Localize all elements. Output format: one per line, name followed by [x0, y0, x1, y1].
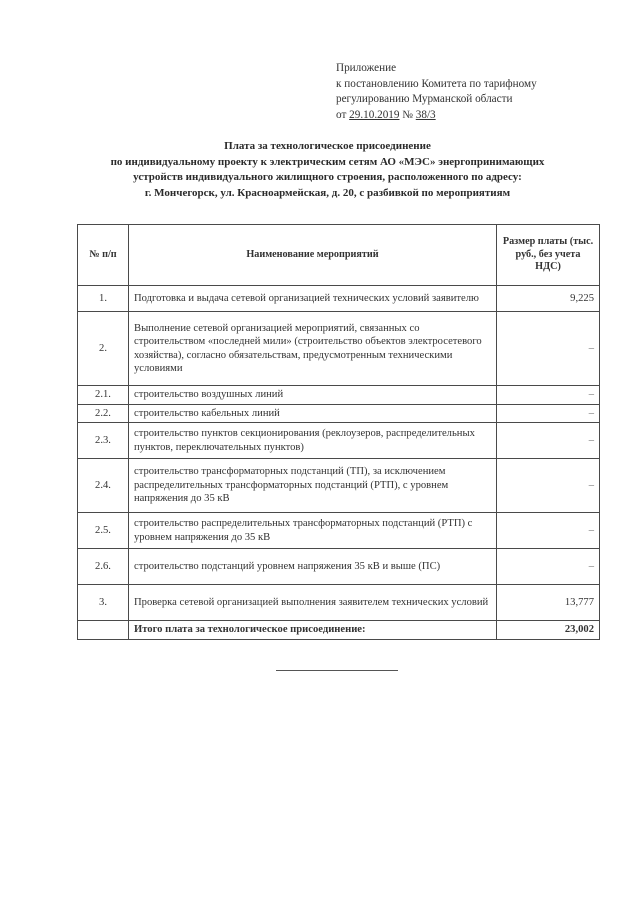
row-num: 2.4. [78, 459, 129, 513]
row-num: 2.1. [78, 386, 129, 405]
table-row [78, 513, 600, 549]
table-row [78, 286, 600, 312]
appendix-block [336, 61, 537, 123]
row-name: строительство пунктов секционирования (реклоузеров, распределительных пунктов, переключательных пунктов) [129, 423, 497, 459]
total-fee: 23,002 [497, 621, 600, 640]
row-fee: – [497, 423, 600, 459]
appendix-committee: регулированию Мурманской области [336, 93, 513, 105]
document-title [40, 139, 615, 201]
row-num: 2.6. [78, 549, 129, 585]
total-row [78, 621, 600, 640]
table-row [78, 386, 600, 405]
row-fee: – [497, 386, 600, 405]
number-sign: № [402, 108, 413, 121]
row-num: 3. [78, 585, 129, 621]
row-num: 2.5. [78, 513, 129, 549]
date-prefix: от [336, 108, 347, 121]
total-label: Итого плата за технологическое присоединение: [129, 621, 497, 640]
title-line-3: устройств индивидуального жилищного строения, расположенного по адресу: [133, 171, 522, 184]
fee-table [77, 224, 600, 640]
row-name: строительство трансформаторных подстанций (ТП), за исключением распределительных трансформаторных подстанций (РТП), с уровнем напряжения до 35 кВ [129, 459, 497, 513]
resolution-date: 29.10.2019 [349, 108, 400, 121]
title-line-1: Плата за технологическое присоединение [224, 140, 431, 152]
header-fee: Размер платы (тыс. руб., без учета НДС) [497, 225, 600, 286]
table-row [78, 585, 600, 621]
resolution-number: 38/3 [415, 108, 436, 121]
row-fee: 13,777 [497, 585, 600, 621]
closing-divider [276, 670, 398, 671]
table-row [78, 549, 600, 585]
table-row [78, 404, 600, 423]
row-num: 2. [78, 312, 129, 386]
row-fee: – [497, 459, 600, 513]
row-name: Проверка сетевой организацией выполнения заявителем технических условий [129, 585, 497, 621]
table-row [78, 312, 600, 386]
title-line-2: по индивидуальному проекту к электрическим сетям АО «МЭС» энергопринимающих [110, 155, 545, 168]
table-header-row [78, 225, 600, 286]
header-name: Наименование мероприятий [129, 225, 497, 286]
row-name: строительство распределительных трансформаторных подстанций (РТП) с уровнем напряжения до 35 кВ [129, 513, 497, 549]
row-name: строительство кабельных линий [129, 404, 497, 423]
appendix-date-line [336, 108, 537, 124]
appendix-resolution: к постановлению Комитета по тарифному [336, 77, 537, 90]
row-fee: – [497, 312, 600, 386]
row-name: строительство воздушных линий [129, 386, 497, 405]
row-name: Подготовка и выдача сетевой организацией технических условий заявителю [129, 286, 497, 312]
row-fee: – [497, 404, 600, 423]
row-name: строительство подстанций уровнем напряжения 35 кВ и выше (ПС) [129, 549, 497, 585]
row-num: 2.2. [78, 404, 129, 423]
header-num: № п/п [78, 225, 129, 286]
row-num: 2.3. [78, 423, 129, 459]
row-fee: – [497, 513, 600, 549]
row-num: 1. [78, 286, 129, 312]
total-num [78, 621, 129, 640]
title-line-4: г. Мончегорск, ул. Красноармейская, д. 20, с разбивкой по мероприятиям [144, 186, 511, 199]
row-fee: 9,225 [497, 286, 600, 312]
appendix-title: Приложение [336, 62, 397, 74]
table-row [78, 459, 600, 513]
row-name: Выполнение сетевой организацией мероприятий, связанных со строительством «последней мили» (строительство объектов электросетевого хозяйства), согласно обязательствам, предусмотренным техническими условиями [129, 312, 497, 386]
row-fee: – [497, 549, 600, 585]
table-row [78, 423, 600, 459]
